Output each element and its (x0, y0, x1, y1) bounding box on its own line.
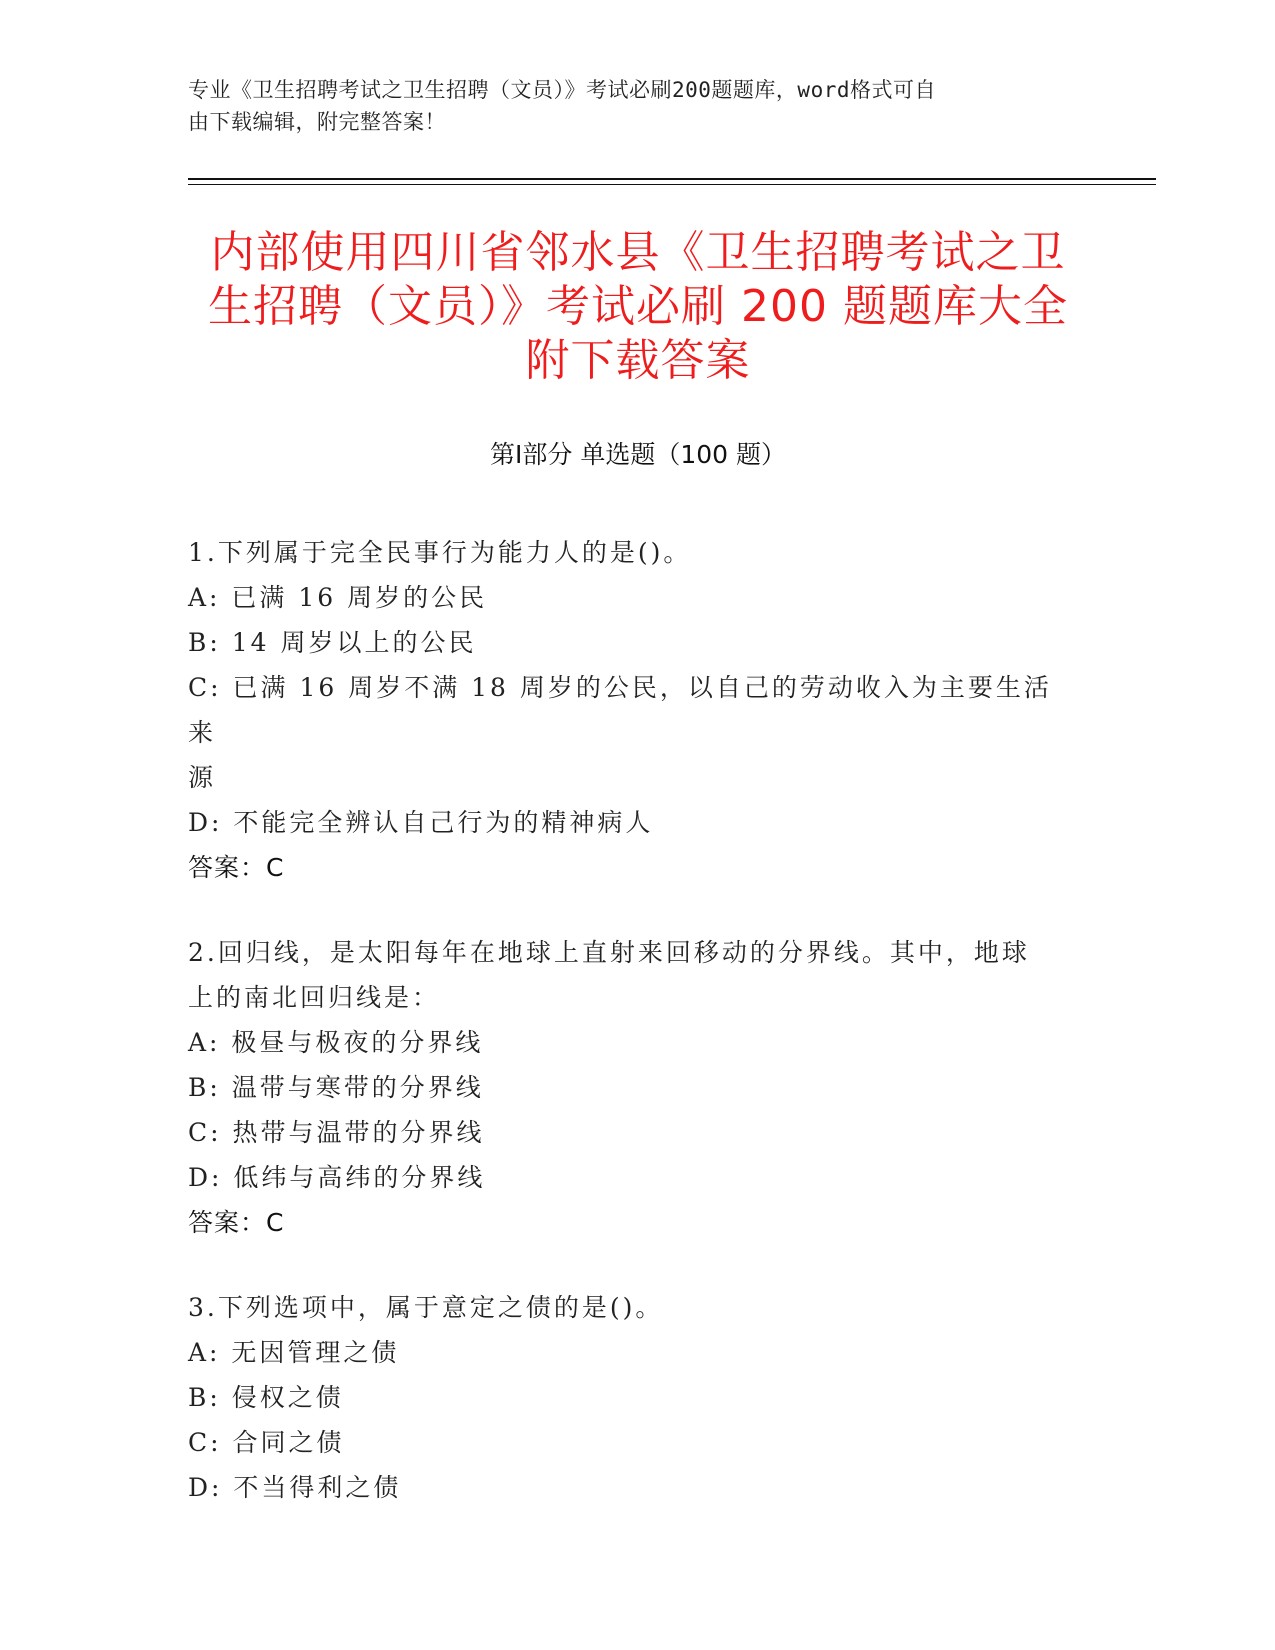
question-stem: 2.回归线，是太阳每年在地球上直射来回移动的分界线。其中，地球 (188, 938, 1030, 967)
answer: 答案：C (188, 1208, 285, 1237)
document-title-line-1: 内部使用四川省邻水县《卫生招聘考试之卫 (210, 227, 1066, 278)
option-b: B: 温带与寒带的分界线 (188, 1073, 484, 1102)
question-2 (188, 930, 1078, 1245)
option-c: C: 已满 16 周岁不满 18 周岁的公民，以自己的劳动收入为主要生活来 (188, 673, 1052, 747)
option-d: D: 不能完全辨认自己行为的精神病人 (188, 808, 654, 837)
option-b: B: 14 周岁以上的公民 (188, 628, 477, 657)
question-stem: 3.下列选项中，属于意定之债的是()。 (188, 1293, 664, 1322)
question-stem-continued: 上的南北回归线是： (188, 983, 441, 1012)
option-c-continued: 源 (188, 763, 217, 792)
header-note-line-1: 专业《卫生招聘考试之卫生招聘（文员）》考试必刷200题题库，word格式可自 (188, 78, 936, 102)
option-c: C: 热带与温带的分界线 (188, 1118, 485, 1147)
option-c: C: 合同之债 (188, 1428, 345, 1457)
option-a: A: 已满 16 周岁的公民 (188, 583, 488, 612)
option-d: D: 不当得利之债 (188, 1473, 402, 1502)
section-title: 第Ⅰ部分 单选题（100 题） (490, 440, 786, 469)
header-rule-thick (188, 178, 1156, 180)
question-stem: 1.下列属于完全民事行为能力人的是()。 (188, 538, 692, 567)
question-1 (188, 530, 1078, 890)
option-a: A: 无因管理之债 (188, 1338, 400, 1367)
option-d: D: 低纬与高纬的分界线 (188, 1163, 486, 1192)
option-b: B: 侵权之债 (188, 1383, 344, 1412)
header-note (188, 74, 1068, 138)
document-title-line-3: 附下载答案 (525, 335, 751, 386)
header-note-line-2: 由下载编辑，附完整答案！ (188, 110, 446, 134)
answer: 答案：C (188, 853, 285, 882)
header-rule-thin (188, 184, 1156, 185)
document-title (188, 226, 1088, 388)
document-title-line-2: 生招聘（文员）》考试必刷 200 题题库大全 (208, 281, 1068, 332)
question-3 (188, 1285, 1078, 1510)
option-a: A: 极昼与极夜的分界线 (188, 1028, 484, 1057)
question-list (188, 530, 1078, 1550)
